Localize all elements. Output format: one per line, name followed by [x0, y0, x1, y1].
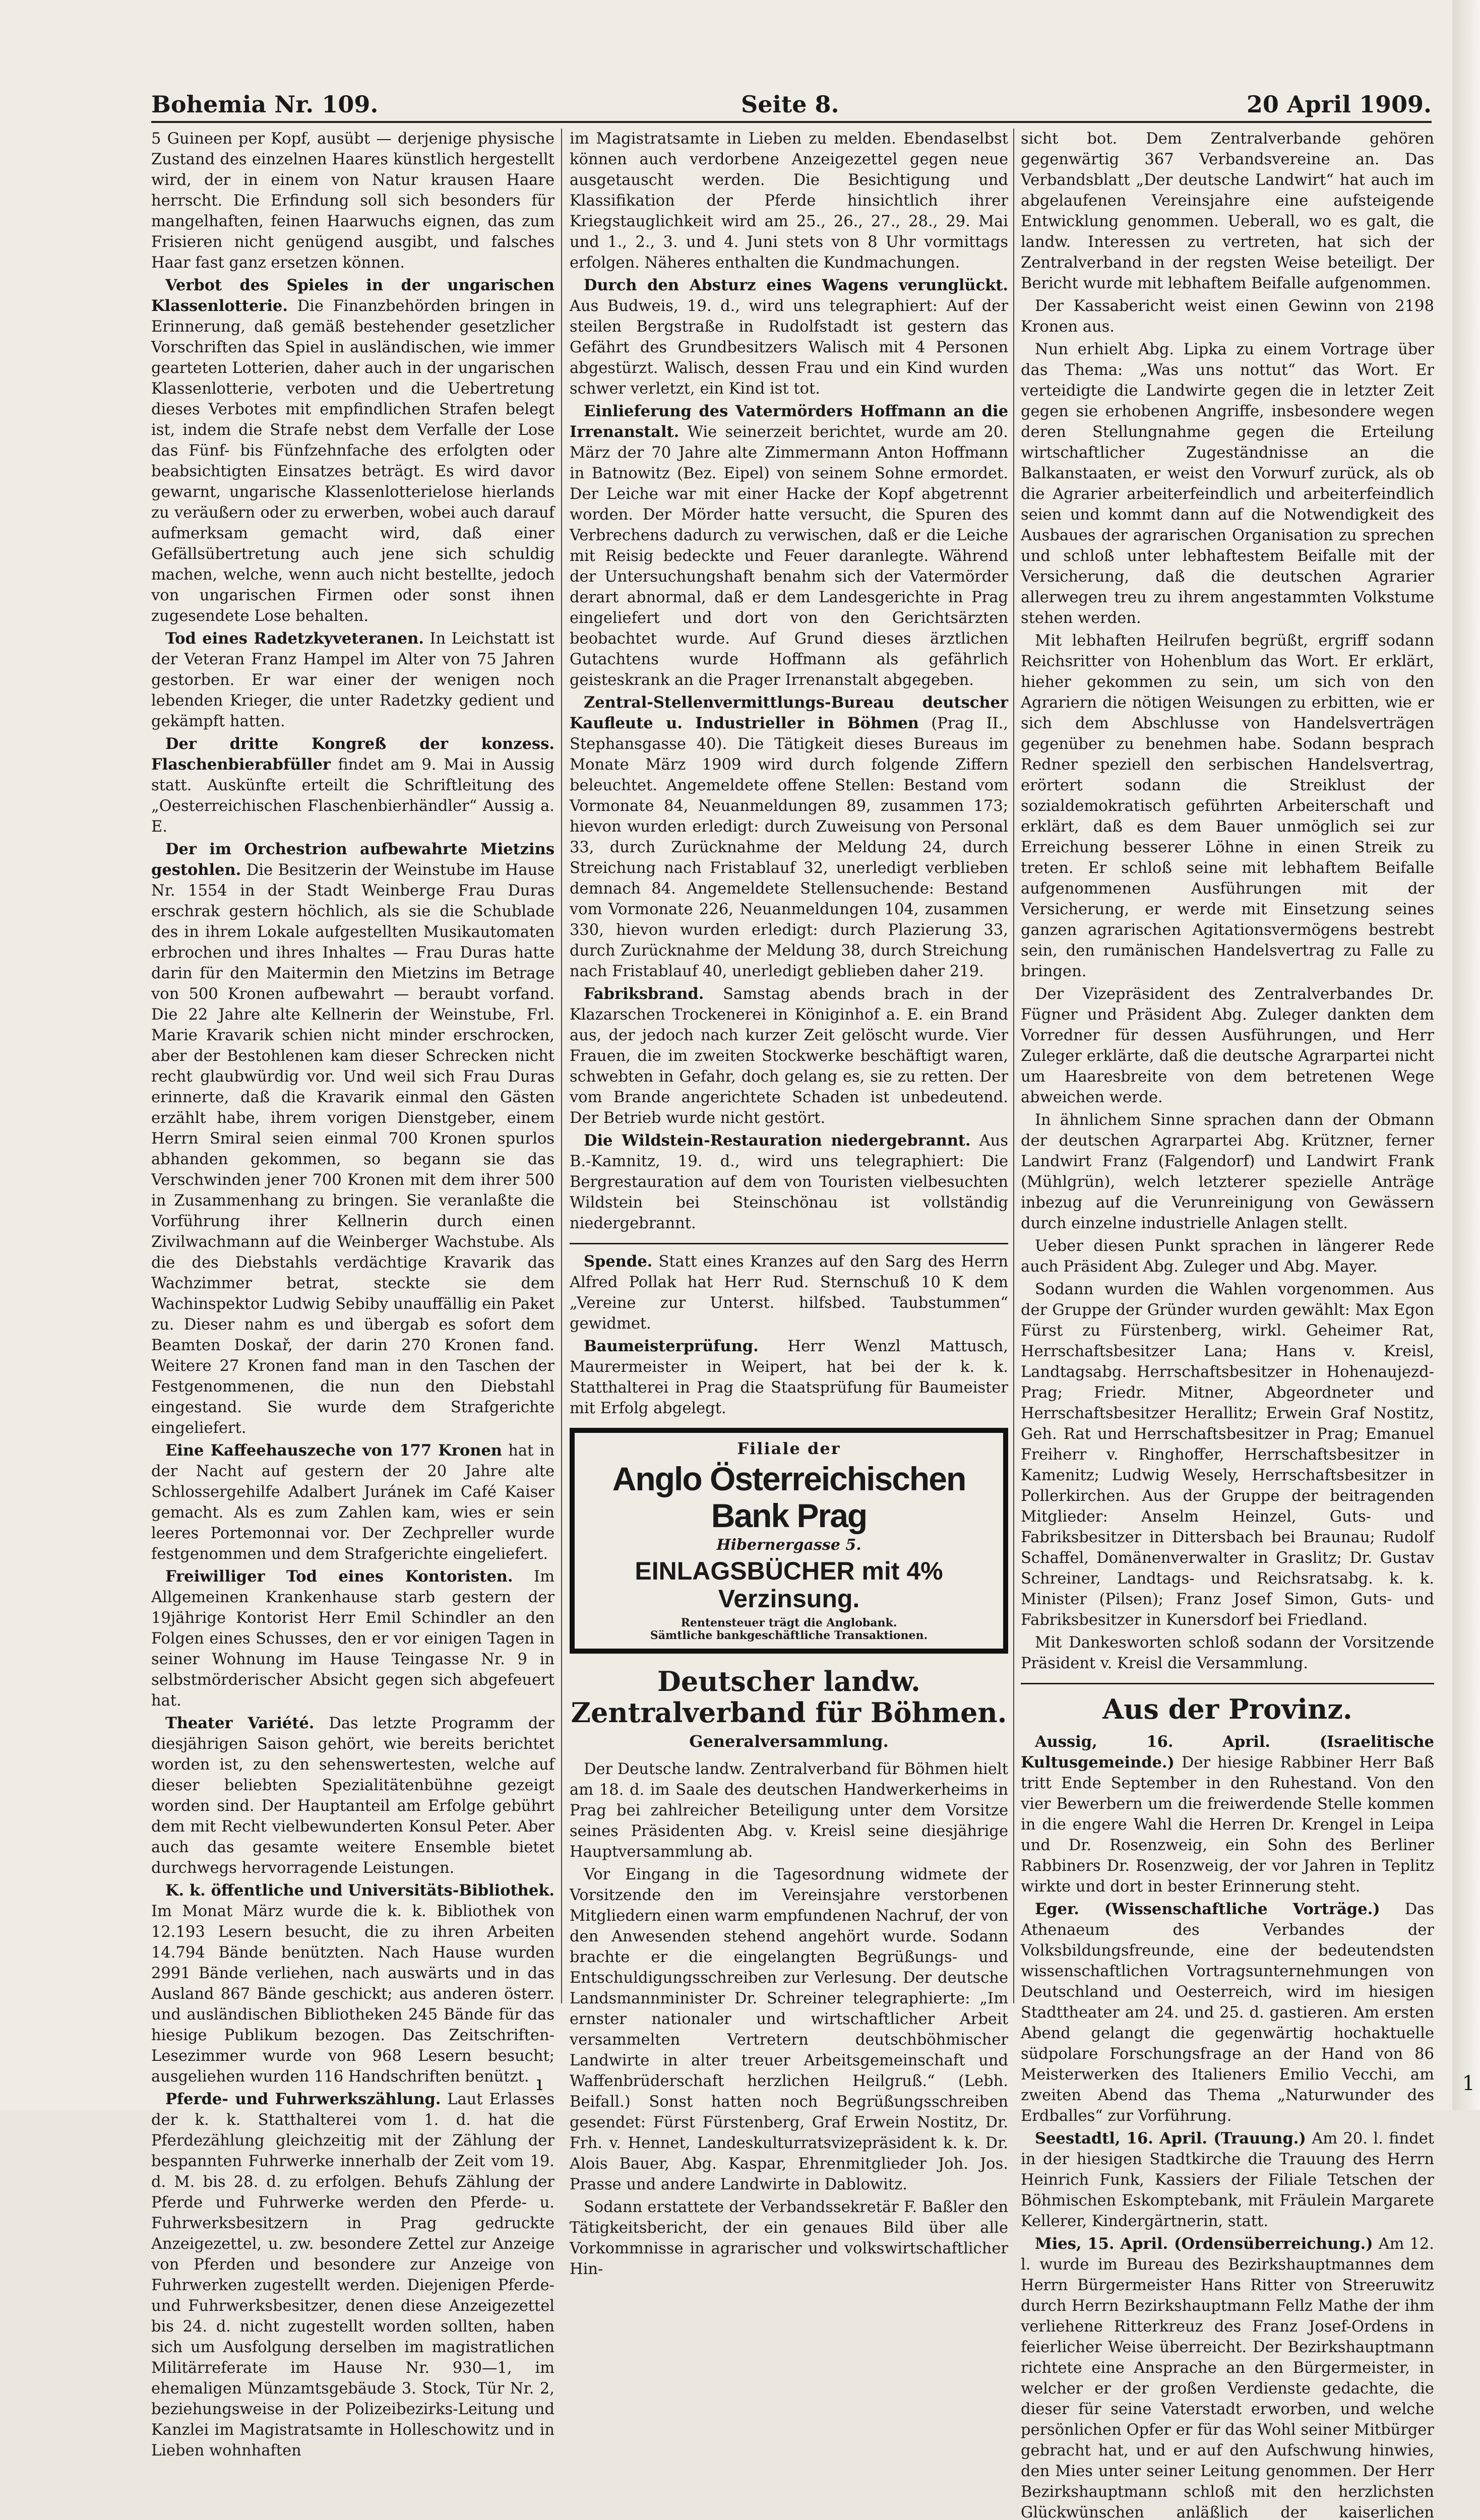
article-headline: Spende. [584, 1252, 653, 1271]
article [1021, 2128, 1434, 2232]
article-text: findet am 9. Mai in Aussig statt. Auskünfte erteilt die Schriftleitung des „Oesterreichischen Flaschenbierhändler“ Aussig a. E. [151, 756, 554, 836]
ad-line: Filiale der [737, 1439, 841, 1458]
article-text: Mit lebhaften Heilrufen begrüßt, ergriff sodann Reichsritter von Hohenblum das Wort. Er erklärt, hieher gekommen zu sein, um sich von den Agrariern die nötigen Weisungen zu erbitten, wie er sich dem Abschlusse von Handelsverträgen gegenüber zu benehmen habe. Sodann besprach Redner speziell den serbischen Handelsvertrag, erörtert sodann die Streiklust der sozialdemokratisch geführten Arbeiterschaft und erklärt, daß es dem Bauer unmöglich sei zur Erreichung besserer Löhne in einen Streik zu treten. Er schloß seine mit lebhaftem Beifalle aufgenommenen Ausführungen mit der Versicherung, er werde mit Einsetzung seines ganzen agrarischen Agitationsvermögens bestrebt sein, den rumänischen Handelsvertrag zu Falle zu bringen. [1021, 632, 1434, 980]
article-text: Die Finanzbehörden bringen in Erinnerung, daß gemäß bestehender gesetzlicher Vorschriften das Spiel in ausländischen, wie immer gearteten Lotterien, daher auch in der ungarischen Klassenlotterie, verboten und die Uebertretung dieses Verbotes mit empfindlichen Strafen belegt ist, indem die Strafe nebst dem Verfalle der Lose das Fünf- bis Fünfzehnfache des erfolgten oder beabsichtigten Einsatzes beträgt. Es wird davor gewarnt, ungarische Klassenlotterielose hierlands zu veräußern oder zu erwerben, wobei auch darauf aufmerksam gemacht wird, daß einer Gefällsübertretung auch jene sich schuldig machen, welche, wenn auch nicht bestellte, jedoch von ungarischen Firmen oder sonst ihnen zugesendete Lose behalten. [151, 297, 554, 625]
article [151, 275, 554, 626]
article-text: Der Deutsche landw. Zentralverband für Böhmen hielt am 18. d. im Saale des deutschen Handwerkerheims in Prag bei zahlreicher Beteiligung unter dem Vorsitze seines Präsidenten Abg. v. Kreisl seine diesjährige Hauptversammlung ab. [570, 1760, 1008, 1861]
article [1021, 1732, 1434, 1897]
article-headline: Fabriksbrand. [584, 985, 704, 1003]
article-text: Der Vizepräsident des Zentralverbandes Dr. Fügner und Präsident Abg. Zuleger dankten dem Vorredner für dessen Ausführungen, und Herr Zuleger erklärte, daß die deutsche Agrarpartei nicht um Haaresbreite von dem betretenen Wege abweichen werde. [1021, 985, 1434, 1106]
article-text: Am 12. l. wurde im Bureau des Bezirkshauptmannes dem Herrn Bürgermeister Hans Ritter von Streeruwitz durch Herrn Bezirkshauptmann Fellz Mathe der ihm verliehene Ritterkreuz des Franz Josef-Ordens in feierlicher Weise überreicht. Der Bezirkshauptmann richtete eine Ansprache an den Bürgermeister, in welcher er der großen Verdienste gedachte, die dieser für seine Vaterstadt erworben, und welche persönlichen Opfer er für das Wohl seiner Mitbürger gebracht hat, und er auf den Aufschwung hinwies, den Mies unter seiner Leitung genommen. Der Herr Bezirkshauptmann schloß mit den herzlichsten Glückwünschen anläßlich der kaiserlichen [1021, 2235, 1434, 2520]
column-3 [1021, 129, 1435, 2520]
article-text: Statt eines Kranzes auf den Sarg des Herrn Alfred Pollak hat Herr Rud. Sternschuß 10 K dem „Vereine zur Unterst. hilfsbed. Taubstummen“ gewidmet. [570, 1253, 1008, 1333]
article-text: Das letzte Programm der diesjährigen Saison gehört, wie bereits berichtet worden ist, zu den sehenswertesten, welche auf dieser beliebten Spezialitätenbühne gezeigt worden sind. Der Hauptanteil am Erfolge gebührt dem mit Recht vielbewunderten Konsul Peter. Aber auch das gesamte weitere Ensemble bietet durchwegs hervorragende Leistungen. [151, 1715, 555, 1877]
article-headline: Pferde- und Fuhrwerkszählung. [165, 2090, 441, 2108]
article-headline: Eine Kaffeehauszeche von 177 Kronen [165, 1441, 502, 1460]
column-1 [151, 129, 555, 2460]
article-text: Die Besitzerin der Weinstube im Hause Nr. 1554 in der Stadt Weinberge Frau Duras erschrak gestern höchlich, als sie die Schublade des in ihrem Lokale aufgestellten Musikautomaten erbrochen und ihres Inhaltes — Frau Duras hatte darin für den Maitermin den Mietzins im Betrage von 500 Kronen aufbewahrt — beraubt vorfand. Die 22 Jahre alte Kellnerin der Weinstube, Frl. Marie Kravarik schien nicht minder erschrocken, aber der Bestohlenen kam dieser Schrecken nicht recht glaubwürdig vor. Und weil sich Frau Duras erinnerte, daß die Kravarik einmal den Gästen erzählt habe, ihrem vorigen Dienstgeber, einem Herrn Smiral seien einmal 700 Kronen spurlos abhanden gekommen, so begann sie das Verschwinden jener 700 Kronen mit dem ihrer 500 in Zusammenhang zu bringen. Sie veranlaßte die Vorführung ihrer Kellnerin durch einen Zivilwachmann auf die Weinberger Wachstube. Als die des Diebstahls verdächtige Kravarik das Wachzimmer betrat, steckte sie dem Wachinspektor Ludwig Sebiby unauffällig ein Paket zu. Dieser nahm es und übergab es sofort dem Beamten Doskař, der darin 270 Kronen fand. Weitere 27 Kronen fand man in den Taschen der Festgenommenen, die nun den Diebstahl eingestand. Sie wurde dem Strafgerichte eingeliefert. [151, 861, 554, 1437]
article-text: In Leichstatt ist der Veteran Franz Hampel im Alter von 75 Jahren gestorben. Er war einer der wenigen noch lebenden Krieger, die unter Radetzky gedient und gekämpft hatten. [151, 630, 554, 730]
page-edge-shadow [1452, 0, 1480, 2110]
article-text: Wie seinerzeit berichtet, wurde am 20. März der 70 Jahre alte Zimmermann Anton Hoffmann in Batnowitz (Bez. Eipel) von seinem Sohne ermordet. Der Leiche war mit einer Hacke der Kopf abgetrennt worden. Der Mörder hatte versucht, die Spuren des Verbrechens dadurch zu verwischen, daß er die Leiche mit Reisig bedeckte und Feuer daranlegte. Während der Untersuchungshaft benahm sich der Vatermörder derart abnormal, daß er dem Landesgerichte in Prag eingeliefert und dort von den Gerichtsärzten beobachtet wurde. Auf Grund dieses ärztlichen Gutachtens wurde Hoffmann als gefährlich geisteskrank an die Prager Irrenanstalt abgegeben. [570, 423, 1008, 689]
article-headline: Der im Orchestrion aufbewahrte Mietzins gestohlen. [151, 840, 554, 879]
article [570, 275, 1008, 399]
article [1021, 1899, 1434, 2126]
article-headline: Freiwilliger Tod eines Kontoristen. [165, 1567, 513, 1586]
page-mark: 1 [1462, 2072, 1475, 2095]
article-headline: K. k. öffentliche und Universitäts-Bibliothek. [165, 1881, 554, 1900]
ad-offer: EINLAGSBÜCHER mit 4% Verzinsung. [635, 1557, 943, 1613]
column-2 [570, 129, 1008, 2278]
article-text: Aus Budweis, 19. d., wird uns telegraphiert: Auf der steilen Bergstraße in Rudolfstadt ist gestern das Gefährt des Grundbesitzers Walisch mit 4 Personen abgestürzt. Walisch, dessen Frau und ein Kind wurden schwer verletzt, ein Kind ist tot. [570, 297, 1008, 398]
article-text: Am 20. l. findet in der hiesigen Stadtkirche die Trauung des Herrn Heinrich Funk, Kassiers der Filiale Tetschen der Böhmischen Eskomptebank, mit Fräulein Margarete Kellerer, Kindergärtnerin, statt. [1021, 2130, 1434, 2230]
separator [1021, 1683, 1434, 1684]
article [151, 628, 554, 732]
article [151, 734, 554, 837]
ad-address: Hibernergasse 5. [716, 1536, 861, 1554]
article-headline: Theater Variété. [165, 1714, 315, 1732]
page-mark: ı [536, 2072, 543, 2095]
article-text: Der hiesige Rabbiner Herr Baß tritt Ende September in den Ruhestand. Von den vier Bewerbern um die freiwerdende Stelle kommen in die engere Wahl die Herren Dr. Krengel in Leipa und Dr. Rosenzweig, ein Sohn des Berliner Rabbiners Dr. Rosenzweig, der vor Jahren in Teplitz wirkte und dort in bester Erinnerung steht. [1021, 1754, 1435, 1896]
article-headline: Tod eines Radetzkyveteranen. [165, 629, 424, 648]
article-text: sicht bot. Dem Zentralverbande gehören gegenwärtig 367 Verbandsvereine an. Das Verbandsblatt „Der deutsche Landwirt“ hat auch im abgelaufenen Vereinsjahre eine aufsteigende Entwicklung genommen. Ueberall, wo es galt, die landw. Interessen zu vertreten, hat sich der Zentralverband in der regsten Weise beteiligt. Der Bericht wurde mit lebhaftem Beifalle aufgenommen. [1021, 130, 1434, 292]
column-rule [561, 129, 562, 2003]
separator [570, 1243, 1008, 1244]
ad-bank-name: Anglo Österreichischen Bank Prag [612, 1460, 966, 1534]
article-headline: Durch den Absturz eines Wagens verunglückt. [584, 276, 1008, 294]
article-text: Aus B.-Kamnitz, 19. d., wird uns telegraphiert: Die Bergrestauration auf dem von Touristen vielbesuchten Wildstein bei Steinschönau ist vollständig niedergebrannt. [570, 1132, 1008, 1232]
article-headline: Zentral-Stellenvermittlungs-Bureau deutscher Kaufleute u. Industrieller in Böhmen [570, 694, 1008, 732]
article [151, 1566, 554, 1711]
article [570, 1336, 1008, 1419]
article [570, 1251, 1008, 1334]
section-subtitle: Generalversammlung. [689, 1731, 889, 1751]
section-title: Aus der Provinz. [1102, 1693, 1352, 1725]
ad-note: Rentensteuer trägt die Anglobank. [681, 1616, 897, 1630]
article-headline: Eger. (Wissenschaftliche Vorträge.) [1035, 1900, 1380, 1918]
section-title: Deutscher landw. Zentralverband für Böhmen. [571, 1665, 1007, 1729]
article-text: Sodann wurden die Wahlen vorgenommen. Aus der Gruppe der Gründer wurden gewählt: Max Egon Fürst zu Fürstenberg, wirkl. Geheimer Rat, Herrschaftsbesitzer Lana; Hans v. Kreisl, Landtagsabg. Herrschaftsbesitzer in Hohenaujezd-Prag; Friedr. Mitner, Abgeordneter und Herrschaftsbesitzer Herallitz; Erwein Graf Nostitz, Geh. Rat und Herrschaftsbesitzer in Prag; Emanuel Freiherr v. Ringhoffer, Herrschaftsbesitzer in Kamenitz; Ludwig Wesely, Herrschaftsbesitzer in Pollerkirchen. Aus der Gruppe der beitragenden Mitglieder: Anselm Heinzel, Guts- und Fabriksbesitzer in Dittersbach bei Braunau; Rudolf Schaffel, Domänenverwalter in Graslitz; Dr. Gustav Schreiner, Landtags- und Reichsratsabg. k. k. Minister (Pilsen); Franz Josef Simon, Guts- und Fabriksbesitzer in Kunersdorf bei Friedland. [1021, 1281, 1434, 1629]
article-headline: Mies, 15. April. (Ordensüberreichung.) [1035, 2235, 1373, 2253]
article-headline: Aussig, 16. April. (Israelitische Kultusgemeinde.) [1021, 1733, 1434, 1772]
article [151, 1880, 554, 2087]
article [151, 839, 554, 1438]
article-headline: Baumeisterprüfung. [584, 1337, 759, 1355]
article-text: im Magistratsamte in Lieben zu melden. Ebendaselbst können auch verdorbene Anzeigezettel gegen neue ausgetauscht werden. Die Besichtigung und Klassifikation der Pferde hinsichtlich ihrer Kriegstauglichkeit wird am 25., 26., 27., 28., 29. Mai und 1., 2., 3. und 4. Juni stets von 8 Uhr vormittags erfolgen. Näheres enthalten die Kundmachungen. [570, 130, 1008, 272]
article [151, 1713, 554, 1878]
article-text: Im Monat März wurde die k. k. Bibliothek von 12.193 Lesern besucht, die zu ihren Arbeiten 14.794 Bände benützten. Nach Hause wurden 2991 Bände verliehen, nach auswärts und in das Ausland 867 Bände geschickt; aus anderen österr. und ausländischen Bibliotheken 245 Bände für das hiesige Publikum bezogen. Das Zeitschriften-Lesezimmer wurde von 968 Lesern besucht; ausgeliehen wurden 116 Handschriften benützt. [151, 1903, 554, 2086]
article-headline: Einlieferung des Vatermörders Hoffmann an die Irrenanstalt. [570, 402, 1008, 441]
issue-label: Bohemia Nr. 109. [151, 91, 379, 118]
article-headline: Verbot des Spieles in der ungarischen Klassenlotterie. [151, 276, 554, 315]
article-headline: Die Wildstein-Restauration niedergebrannt. [584, 1131, 971, 1150]
article-text: Ueber diesen Punkt sprachen in längerer Rede auch Präsident Abg. Zuleger und Abg. Mayer. [1021, 1237, 1434, 1276]
article [570, 984, 1008, 1128]
article [1021, 2234, 1434, 2520]
article-text: hat in der Nacht auf gestern der 20 Jahre alte Schlossergehilfe Adalbert Juránek im Café Kaiser gemacht. Als es zum Zahlen kam, wies er sein leeres Portemonnai vor. Der Zechpreller wurde festgenommen und dem Strafgerichte eingeliefert. [151, 1442, 555, 1563]
page-header [151, 86, 1432, 123]
article-text: Im Allgemeinen Krankenhause starb gestern der 19jährige Kontorist Herr Emil Schindler an den Folgen eines Schusses, den er vor einigen Tagen in seiner Wohnung im Hause Teingasse Nr. 9 in selbstmörderischer Absicht gegen sich abgefeuert hat. [151, 1568, 554, 1710]
article-text: In ähnlichem Sinne sprachen dann der Obmann der deutschen Agrarpartei Abg. Krützner, ferner Landwirt Franz (Falgendorf) und Landwirt Frank (Mühlgrün), welch letzterer spezielle Anträge inbezug auf die Verunreinigung von Gewässern durch einzelne industrielle Anlagen stellt. [1021, 1111, 1434, 1232]
article [570, 692, 1008, 982]
article [151, 2089, 554, 2461]
article-text: Nun erhielt Abg. Lipka zu einem Vortrage über das Thema: „Was uns nottut“ das Wort. Er verteidigte die Landwirte gegen die in letzter Zeit gegen sie erhobenen Angriffe, insbesondere wegen deren Stellungnahme gegen die Erteilung wirtschaftlicher Zugeständnisse an die Balkanstaaten, er weist den Vorwurf zurück, als ob die Agrarier arbeiterfeindlich und arbeiterfeindlich seien und kommt dann auf die Notwendigkeit des Ausbaues der agrarischen Organisation zu sprechen und schloß unter lebhaftestem Beifalle mit der Versicherung, daß die deutschen Agrarier allerwegen treu zu ihrem angestammten Volkstume stehen werden. [1021, 341, 1434, 627]
article-text: Mit Dankesworten schloß sodann der Vorsitzende Präsident v. Kreisl die Versammlung. [1021, 1634, 1434, 1672]
column-rule [1013, 129, 1014, 2003]
article-headline: Seestadtl, 16. April. (Trauung.) [1035, 2129, 1306, 2148]
bank-advertisement [570, 1428, 1008, 1654]
article-text: Das Athenaeum des Verbandes der Volksbildungsfreunde, eine der bedeutendsten wissenschaftlichen Vortragsunternehmungen von Deutschland und Oesterreich, wird im hiesigen Stadttheater am 24. und 25. d. gastieren. Am ersten Abend gelangt die gegenwärtig hochaktuelle südpolare Forschungsfrage an der Hand von 86 Meisterwerken des Italieners Emilio Vecchi, am zweiten Abend das Thema „Naturwunder des Erdballes“ zur Vorführung. [1021, 1901, 1434, 2125]
article-text: Vor Eingang in die Tagesordnung widmete der Vorsitzende den im Vereinsjahre verstorbenen Mitgliedern einen warm empfundenen Nachruf, der von den Anwesenden stehend angehört wurde. Sodann brachte er die eingelangten Begrüßungs- und Entschuldigungsschreiben zur Verlesung. Der deutsche Landsmannminister Dr. Schreiner telegraphierte: „Im ernster nationaler und wirtschaftlicher Arbeit versammelten Vertretern deutschböhmischer Landwirte in alter treuer Arbeitsgemeinschaft und Waffenbrüderschaft herzlichen Heilgruß.“ (Lebh. Beifall.) Sonst hatten noch Begrüßungsschreiben gesendet: Fürst Fürstenberg, Graf Erwein Nostitz, Dr. Frh. v. Hennet, Landeskulturratsvizepräsident k. k. Dr. Alois Bauer, Abg. Kaspar, Ehrenmitglieder Joh. Jos. Prasse und andere Landwirte in Dablowitz. [570, 1865, 1008, 2193]
article-text: 5 Guineen per Kopf, ausübt — derjenige physische Zustand des einzelnen Haares künstlich hergestellt wird, der in einem von Natur krausen Haare herrscht. Die Erfindung soll sich besonders für mangelhaften, feinen Haarwuchs eignen, das zum Frisieren nicht genügend ausgibt, und falsches Haar fast ganz ersetzen können. [151, 130, 554, 272]
article-headline: Der dritte Kongreß der konzess. Flaschenbierabfüller [151, 735, 554, 774]
article [151, 1440, 554, 1564]
article-text: Der Kassabericht weist einen Gewinn von 2198 Kronen aus. [1021, 297, 1434, 336]
article-text: (Prag II., Stephansgasse 40). Die Tätigkeit dieses Bureaus im Monate März 1909 wird durch folgende Ziffern beleuchtet. Angemeldete offene Stellen: Bestand vom Vormonate 84, Neuanmeldungen 89, zusammen 173; hievon wurden erledigt: durch Zuweisung von Personal 33, durch Zurücknahme der Meldung 24, durch Streichung nach Fristablauf 32, unerledigt verblieben demnach 84. Angemeldete Stellensuchende: Bestand vom Vormonate 226, Neuanmeldungen 104, zusammen 330, hievon wurden erledigt: durch Plazierung 33, durch Zurücknahme der Meldung 38, durch Streichung nach Fristablauf 40, unerledigt geblieben daher 219. [570, 715, 1008, 980]
article [570, 1130, 1008, 1234]
page-number: Seite 8. [741, 91, 839, 118]
issue-date: 20 April 1909. [1246, 91, 1432, 118]
article-text: Laut Erlasses der k. k. Statthalterei vom 1. d. hat die Pferdezählung gleichzeitig mit der Zählung der bespannten Fuhrwerke innerhalb der Zeit vom 19. d. M. bis 28. d. zu erfolgen. Behufs Zählung der Pferde und Fuhrwerke werden den Pferde- u. Fuhrwerksbesitzern in Prag gedruckte Anzeigezettel, u. zw. besondere Zettel zur Anzeige von Pferden und besondere zur Anzeige von Fuhrwerken zugestellt werden. Diejenigen Pferde- und Fuhrwerksbesitzer, denen diese Anzeigezettel bis 24. d. nicht zugestellt worden sollten, haben sich um Ausfolgung derselben im magistratlichen Militärreferate im Hause Nr. 930—1, im ehemaligen Münzamtsgebäude 3. Stock, Tür Nr. 2, beziehungsweise in der Polizeibezirks-Leitung und Kanzlei im Magistratsamte in Holleschowitz und in Lieben wohnhaften [151, 2091, 555, 2460]
article [570, 401, 1008, 690]
article-text: Herr Wenzl Mattusch, Maurermeister in Weipert, hat bei der k. k. Statthalterei in Prag die Staatsprüfung für Baumeister mit Erfolg abgelegt. [570, 1338, 1008, 1417]
ad-note: Sämtliche bankgeschäftliche Transaktionen. [650, 1628, 928, 1642]
article-text: Samstag abends brach in der Klazarschen Trockenerei in Königinhof a. E. ein Brand aus, der jedoch nach kurzer Zeit gelöscht wurde. Vier Frauen, die im zweiten Stockwerke beschäftigt waren, schwebten in Gefahr, doch gelang es, sie zu retten. Der vom Brande angerichtete Schaden ist unbedeutend. Der Betrieb wurde nicht gestört. [570, 985, 1008, 1127]
article-text: Sodann erstattete der Verbandssekretär F. Baßler den Tätigkeitsbericht, der ein genaues Bild über alle Vorkommnisse in agrarischer und volkswirtschaftlicher Hin- [570, 2198, 1008, 2278]
